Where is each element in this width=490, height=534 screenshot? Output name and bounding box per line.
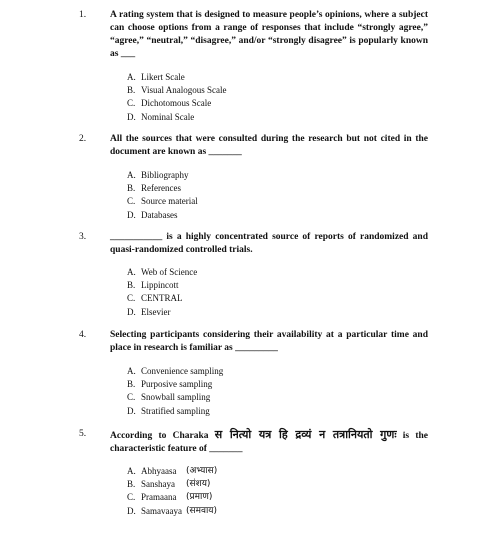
option-letter: D.	[127, 306, 136, 317]
option-sanskrit: (अभ्यास)	[186, 466, 218, 476]
option-text: Lippincott	[141, 280, 179, 291]
question-number: 3.	[79, 232, 87, 242]
option-d[interactable]	[127, 306, 427, 319]
option-sanskrit: (प्रमाण)	[186, 492, 213, 503]
option-letter: A.	[127, 366, 136, 376]
option-text: Elsevier	[141, 306, 171, 317]
question-text: A rating system that is designed to measure people’s opinions, where a subject can choose options from a range of responses that include “strongly agree,” “agree,” “neutral,” “disagree,” and/or “strongly disagree” is popularly known as ___	[110, 10, 428, 59]
option-text: Nominal Scale	[141, 111, 195, 122]
question-text: Selecting participants considering their availability at a particular time and place in research is familiar as _________	[110, 330, 428, 353]
option-a[interactable]	[127, 71, 427, 84]
option-letter: D.	[127, 405, 136, 416]
options-list	[127, 71, 427, 124]
question-text	[110, 428, 428, 456]
question-text-after: is the characteristic feature of _______	[110, 431, 429, 454]
option-letter: A.	[127, 466, 136, 476]
option-text: Snowball sampling	[141, 392, 211, 403]
option-sanskrit: (समवाय)	[186, 505, 218, 516]
option-a[interactable]	[127, 365, 427, 378]
question-text: All the sources that were consulted during the research but not cited in the document are known as _______	[110, 134, 428, 157]
option-letter: A.	[127, 72, 136, 82]
question-number: 4.	[79, 330, 87, 340]
option-letter: A.	[127, 170, 136, 180]
option-letter: B.	[127, 280, 136, 291]
option-text: Visual Analogous Scale	[141, 85, 227, 96]
option-b[interactable]	[127, 378, 427, 391]
option-d[interactable]	[127, 505, 427, 518]
option-letter: C.	[127, 392, 136, 403]
option-c[interactable]	[127, 97, 427, 110]
option-d[interactable]	[127, 405, 427, 418]
question-number: 1.	[79, 10, 87, 20]
option-text: References	[141, 183, 181, 194]
option-a[interactable]	[127, 465, 427, 478]
option-letter: C.	[127, 98, 136, 109]
option-text: Web of Science	[141, 267, 198, 277]
option-text: Stratified sampling	[141, 405, 210, 416]
option-c[interactable]	[127, 292, 427, 305]
question-number: 5.	[79, 429, 87, 439]
option-c[interactable]	[127, 391, 427, 404]
question-number: 2.	[79, 134, 87, 144]
option-sanskrit: (संशय)	[186, 479, 211, 490]
option-letter: C.	[127, 293, 136, 304]
option-text: Likert Scale	[141, 72, 185, 82]
option-letter: B.	[127, 183, 136, 194]
options-list	[127, 365, 427, 418]
option-letter: A.	[127, 267, 136, 277]
option-letter: D.	[127, 111, 136, 122]
option-letter: B.	[127, 479, 136, 490]
option-b[interactable]	[127, 84, 427, 97]
question-text: ___________ is a highly concentrated source of reports of randomized and quasi-randomized controlled trials.	[110, 232, 428, 255]
option-letter: C.	[127, 492, 136, 503]
option-text: Source material	[141, 196, 198, 207]
option-letter: C.	[127, 196, 136, 207]
options-list	[127, 266, 427, 319]
option-letter: B.	[127, 85, 136, 96]
option-text: Databases	[141, 209, 178, 220]
option-text: Abhyaasa	[141, 466, 177, 476]
option-a[interactable]	[127, 169, 427, 182]
option-a[interactable]	[127, 266, 427, 279]
option-text: Bibliography	[141, 170, 189, 180]
option-b[interactable]	[127, 478, 427, 491]
option-b[interactable]	[127, 279, 427, 292]
option-text: Pramaana	[141, 492, 177, 503]
question-text-before: According to Charaka	[110, 431, 215, 441]
sanskrit-quote: स नित्यो यत्र हि द्रव्यं न तत्रानियतो गुणः	[214, 428, 397, 441]
option-letter: B.	[127, 379, 136, 390]
option-d[interactable]	[127, 111, 427, 124]
option-text: Convenience sampling	[141, 366, 224, 376]
option-text: Purposive sampling	[141, 379, 213, 390]
options-list	[127, 465, 427, 518]
options-list	[127, 169, 427, 222]
option-d[interactable]	[127, 209, 427, 222]
option-text: CENTRAL	[141, 293, 183, 304]
option-c[interactable]	[127, 491, 427, 504]
option-letter: D.	[127, 505, 136, 516]
option-c[interactable]	[127, 195, 427, 208]
option-letter: D.	[127, 209, 136, 220]
option-text: Sanshaya	[141, 479, 175, 490]
option-text: Dichotomous Scale	[141, 98, 212, 109]
option-text: Samavaaya	[141, 505, 182, 516]
option-b[interactable]	[127, 182, 427, 195]
